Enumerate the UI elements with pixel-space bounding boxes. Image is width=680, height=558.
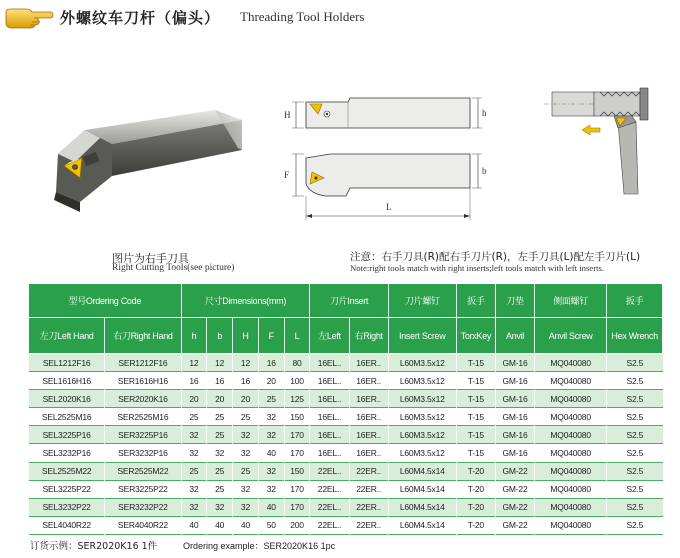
front-view <box>306 154 470 196</box>
cell-hex-wrench: S2.5 <box>607 480 663 498</box>
cell-insert-left: 16EL.. <box>310 354 349 372</box>
cell-torx-key: T-20 <box>456 480 495 498</box>
cell-L: 200 <box>284 516 310 534</box>
cell-torx-key: T-20 <box>456 498 495 516</box>
cell-hex-wrench: S2.5 <box>607 498 663 516</box>
cell-L: 170 <box>284 444 310 462</box>
header-hex-wrench: 扳手 <box>607 284 663 318</box>
dim-F-label: F <box>284 170 290 180</box>
cell-F: 40 <box>258 444 284 462</box>
cell-H: 32 <box>233 498 259 516</box>
cell-H: 32 <box>233 444 259 462</box>
cell-anvil-screw: MQ040080 <box>535 480 607 498</box>
cell-insert-left: 22EL.. <box>310 480 349 498</box>
cell-right-hand: SER2525M22 <box>105 462 181 480</box>
subheader-anvil: Anvil <box>495 318 534 354</box>
cell-b: 16 <box>207 372 233 390</box>
cell-L: 170 <box>284 426 310 444</box>
cell-L: 150 <box>284 408 310 426</box>
cell-torx-key: T-15 <box>456 372 495 390</box>
note-en: Note:right tools match with right inserts;left tools match with left inserts. <box>350 263 605 273</box>
cell-anvil-screw: MQ040080 <box>535 372 607 390</box>
header-anvil: 刀垫 <box>495 284 534 318</box>
cell-insert-left: 16EL.. <box>310 372 349 390</box>
cell-insert-screw: L60M3.5x12 <box>388 426 456 444</box>
cell-L: 170 <box>284 498 310 516</box>
caption-right-tools-en: Right Cutting Tools(see picture) <box>112 263 235 273</box>
cell-insert-right: 16ER.. <box>349 390 388 408</box>
cell-anvil: GM-16 <box>495 444 534 462</box>
cell-insert-left: 22EL.. <box>310 516 349 534</box>
header-ordering-code: 型号Ordering Code <box>29 284 182 318</box>
cell-anvil: GM-16 <box>495 372 534 390</box>
header-torx-key: 扳手 <box>456 284 495 318</box>
cell-H: 25 <box>233 462 259 480</box>
header-dimensions: 尺寸Dimensions(mm) <box>181 284 310 318</box>
subheader-h: h <box>181 318 207 354</box>
subheader-insert-left: 左Left <box>310 318 349 354</box>
cell-right-hand: SER3225P16 <box>105 426 181 444</box>
cell-insert-left: 16EL.. <box>310 444 349 462</box>
cell-F: 40 <box>258 498 284 516</box>
cell-anvil: GM-22 <box>495 498 534 516</box>
cell-H: 20 <box>233 390 259 408</box>
cell-right-hand: SER2525M16 <box>105 408 181 426</box>
cell-h: 32 <box>181 480 207 498</box>
cell-left-hand: SEL3232P16 <box>29 444 105 462</box>
cell-right-hand: SER3232P16 <box>105 444 181 462</box>
cell-insert-left: 16EL.. <box>310 390 349 408</box>
subheader-H: H <box>233 318 259 354</box>
cell-F: 20 <box>258 372 284 390</box>
subheader-torx-key: TorxKey <box>456 318 495 354</box>
cell-insert-left: 22EL.. <box>310 498 349 516</box>
top-view <box>306 98 470 128</box>
cell-L: 100 <box>284 372 310 390</box>
header-insert-screw: 刀片螺钉 <box>388 284 456 318</box>
cell-insert-right: 22ER.. <box>349 462 388 480</box>
cell-hex-wrench: S2.5 <box>607 426 663 444</box>
cell-insert-screw: L60M3.5x12 <box>388 444 456 462</box>
cell-insert-left: 16EL.. <box>310 426 349 444</box>
cell-torx-key: T-15 <box>456 426 495 444</box>
cell-b: 32 <box>207 498 233 516</box>
dim-H-label: H <box>284 110 291 120</box>
cell-anvil-screw: MQ040080 <box>535 354 607 372</box>
cell-anvil: GM-22 <box>495 480 534 498</box>
cell-anvil: GM-22 <box>495 462 534 480</box>
page-subtitle: Threading Tool Holders <box>240 9 365 24</box>
cell-h: 40 <box>181 516 207 534</box>
table-row <box>29 426 663 444</box>
table-body <box>29 354 663 535</box>
cell-torx-key: T-20 <box>456 462 495 480</box>
cell-h: 16 <box>181 372 207 390</box>
spec-table <box>28 283 663 535</box>
cell-left-hand: SEL3225P16 <box>29 426 105 444</box>
cell-anvil: GM-16 <box>495 354 534 372</box>
cell-insert-screw: L60M3.5x12 <box>388 354 456 372</box>
subheader-right-hand: 右刀Right Hand <box>105 318 181 354</box>
table-row <box>29 408 663 426</box>
cell-right-hand: SER4040R22 <box>105 516 181 534</box>
table-row <box>29 498 663 516</box>
dim-b-label: b <box>482 166 487 176</box>
cell-H: 16 <box>233 372 259 390</box>
cell-left-hand: SEL3232P22 <box>29 498 105 516</box>
cell-insert-screw: L60M4.5x14 <box>388 480 456 498</box>
cell-hex-wrench: S2.5 <box>607 444 663 462</box>
cell-anvil-screw: MQ040080 <box>535 408 607 426</box>
cell-F: 32 <box>258 462 284 480</box>
cell-insert-screw: L60M4.5x14 <box>388 462 456 480</box>
table-row <box>29 516 663 534</box>
cell-right-hand: SER3225P22 <box>105 480 181 498</box>
cell-anvil-screw: MQ040080 <box>535 390 607 408</box>
cell-hex-wrench: S2.5 <box>607 462 663 480</box>
dim-L-label: L <box>386 202 392 212</box>
cell-anvil-screw: MQ040080 <box>535 498 607 516</box>
cell-insert-screw: L60M4.5x14 <box>388 516 456 534</box>
cell-right-hand: SER1616H16 <box>105 372 181 390</box>
cell-insert-right: 16ER.. <box>349 426 388 444</box>
subheader-L: L <box>284 318 310 354</box>
cell-L: 125 <box>284 390 310 408</box>
cell-hex-wrench: S2.5 <box>607 372 663 390</box>
cell-anvil-screw: MQ040080 <box>535 516 607 534</box>
cell-left-hand: SEL4040R22 <box>29 516 105 534</box>
cell-b: 12 <box>207 354 233 372</box>
cell-F: 50 <box>258 516 284 534</box>
subheader-anvil-screw: Anvil Screw <box>535 318 607 354</box>
cell-insert-right: 16ER.. <box>349 444 388 462</box>
subheader-b: b <box>207 318 233 354</box>
cell-b: 25 <box>207 426 233 444</box>
subheader-insert-screw: Insert Screw <box>388 318 456 354</box>
cell-insert-right: 16ER.. <box>349 354 388 372</box>
cell-anvil: GM-16 <box>495 408 534 426</box>
cell-right-hand: SER1212F16 <box>105 354 181 372</box>
cell-F: 16 <box>258 354 284 372</box>
cell-h: 25 <box>181 462 207 480</box>
table-row <box>29 354 663 372</box>
cell-h: 32 <box>181 498 207 516</box>
cell-F: 32 <box>258 408 284 426</box>
cell-h: 32 <box>181 426 207 444</box>
cell-left-hand: SEL2525M16 <box>29 408 105 426</box>
cell-anvil: GM-16 <box>495 426 534 444</box>
table-row <box>29 444 663 462</box>
page-title: 外螺纹车刀杆（偏头） <box>60 9 221 27</box>
cell-anvil-screw: MQ040080 <box>535 444 607 462</box>
cell-anvil-screw: MQ040080 <box>535 462 607 480</box>
cell-right-hand: SER2020K16 <box>105 390 181 408</box>
cell-left-hand: SEL1616H16 <box>29 372 105 390</box>
cell-insert-left: 22EL.. <box>310 462 349 480</box>
cell-b: 20 <box>207 390 233 408</box>
cell-hex-wrench: S2.5 <box>607 354 663 372</box>
cell-torx-key: T-15 <box>456 354 495 372</box>
cell-insert-left: 16EL.. <box>310 408 349 426</box>
cell-left-hand: SEL3225P22 <box>29 480 105 498</box>
cell-h: 25 <box>181 408 207 426</box>
table-row <box>29 372 663 390</box>
dim-h-label: h <box>482 108 487 118</box>
cell-H: 25 <box>233 408 259 426</box>
cell-insert-right: 22ER.. <box>349 516 388 534</box>
table-sub-header-row <box>29 318 663 354</box>
pointing-hand-icon <box>4 6 54 30</box>
cell-torx-key: T-15 <box>456 444 495 462</box>
table-row <box>29 462 663 480</box>
cell-insert-screw: L60M3.5x12 <box>388 372 456 390</box>
cell-F: 25 <box>258 390 284 408</box>
cell-insert-right: 22ER.. <box>349 498 388 516</box>
subheader-F: F <box>258 318 284 354</box>
cell-b: 32 <box>207 444 233 462</box>
cell-hex-wrench: S2.5 <box>607 516 663 534</box>
cell-b: 25 <box>207 408 233 426</box>
cell-L: 150 <box>284 462 310 480</box>
cell-b: 40 <box>207 516 233 534</box>
note-cn: 注意：右手刀具(R)配右手刀片(R)，左手刀具(L)配左手刀片(L) <box>350 251 641 263</box>
cell-L: 80 <box>284 354 310 372</box>
cell-hex-wrench: S2.5 <box>607 390 663 408</box>
table-row <box>29 390 663 408</box>
cell-b: 25 <box>207 462 233 480</box>
cell-anvil: GM-22 <box>495 516 534 534</box>
threading-diagram <box>540 82 675 202</box>
table-group-header-row <box>29 284 663 318</box>
cell-anvil-screw: MQ040080 <box>535 426 607 444</box>
ordering-example-en: Ordering example：SER2020K16 1pc <box>183 541 336 551</box>
cell-h: 32 <box>181 444 207 462</box>
cell-H: 32 <box>233 480 259 498</box>
cell-left-hand: SEL2525M22 <box>29 462 105 480</box>
header-anvil-screw: 侧面螺钉 <box>535 284 607 318</box>
cell-L: 170 <box>284 480 310 498</box>
table-row <box>29 480 663 498</box>
cell-h: 20 <box>181 390 207 408</box>
cell-hex-wrench: S2.5 <box>607 408 663 426</box>
cell-torx-key: T-15 <box>456 390 495 408</box>
subheader-hex-wrench: Hex Wrench <box>607 318 663 354</box>
cell-F: 32 <box>258 480 284 498</box>
cell-insert-right: 22ER.. <box>349 480 388 498</box>
cell-H: 12 <box>233 354 259 372</box>
cell-insert-right: 16ER.. <box>349 372 388 390</box>
cell-insert-screw: L60M3.5x12 <box>388 390 456 408</box>
subheader-left-hand: 左刀Left Hand <box>29 318 105 354</box>
cell-H: 32 <box>233 426 259 444</box>
caption-right-tools: 图片为右手刀具 <box>112 252 189 265</box>
dimension-drawing <box>270 88 490 238</box>
ordering-example-cn: 订货示例：SER2020K16 1件 <box>30 541 158 552</box>
cell-torx-key: T-15 <box>456 408 495 426</box>
tool-holder-photo <box>40 92 250 232</box>
header-insert: 刀片Insert <box>310 284 388 318</box>
cell-left-hand: SEL1212F16 <box>29 354 105 372</box>
cell-insert-right: 16ER.. <box>349 408 388 426</box>
cell-insert-screw: L60M3.5x12 <box>388 408 456 426</box>
cell-insert-screw: L60M4.5x14 <box>388 498 456 516</box>
cell-right-hand: SER3232P22 <box>105 498 181 516</box>
cell-left-hand: SEL2020K16 <box>29 390 105 408</box>
cell-h: 12 <box>181 354 207 372</box>
cell-F: 32 <box>258 426 284 444</box>
cell-b: 25 <box>207 480 233 498</box>
cell-anvil: GM-16 <box>495 390 534 408</box>
subheader-insert-right: 右Right <box>349 318 388 354</box>
cell-torx-key: T-20 <box>456 516 495 534</box>
cell-H: 40 <box>233 516 259 534</box>
